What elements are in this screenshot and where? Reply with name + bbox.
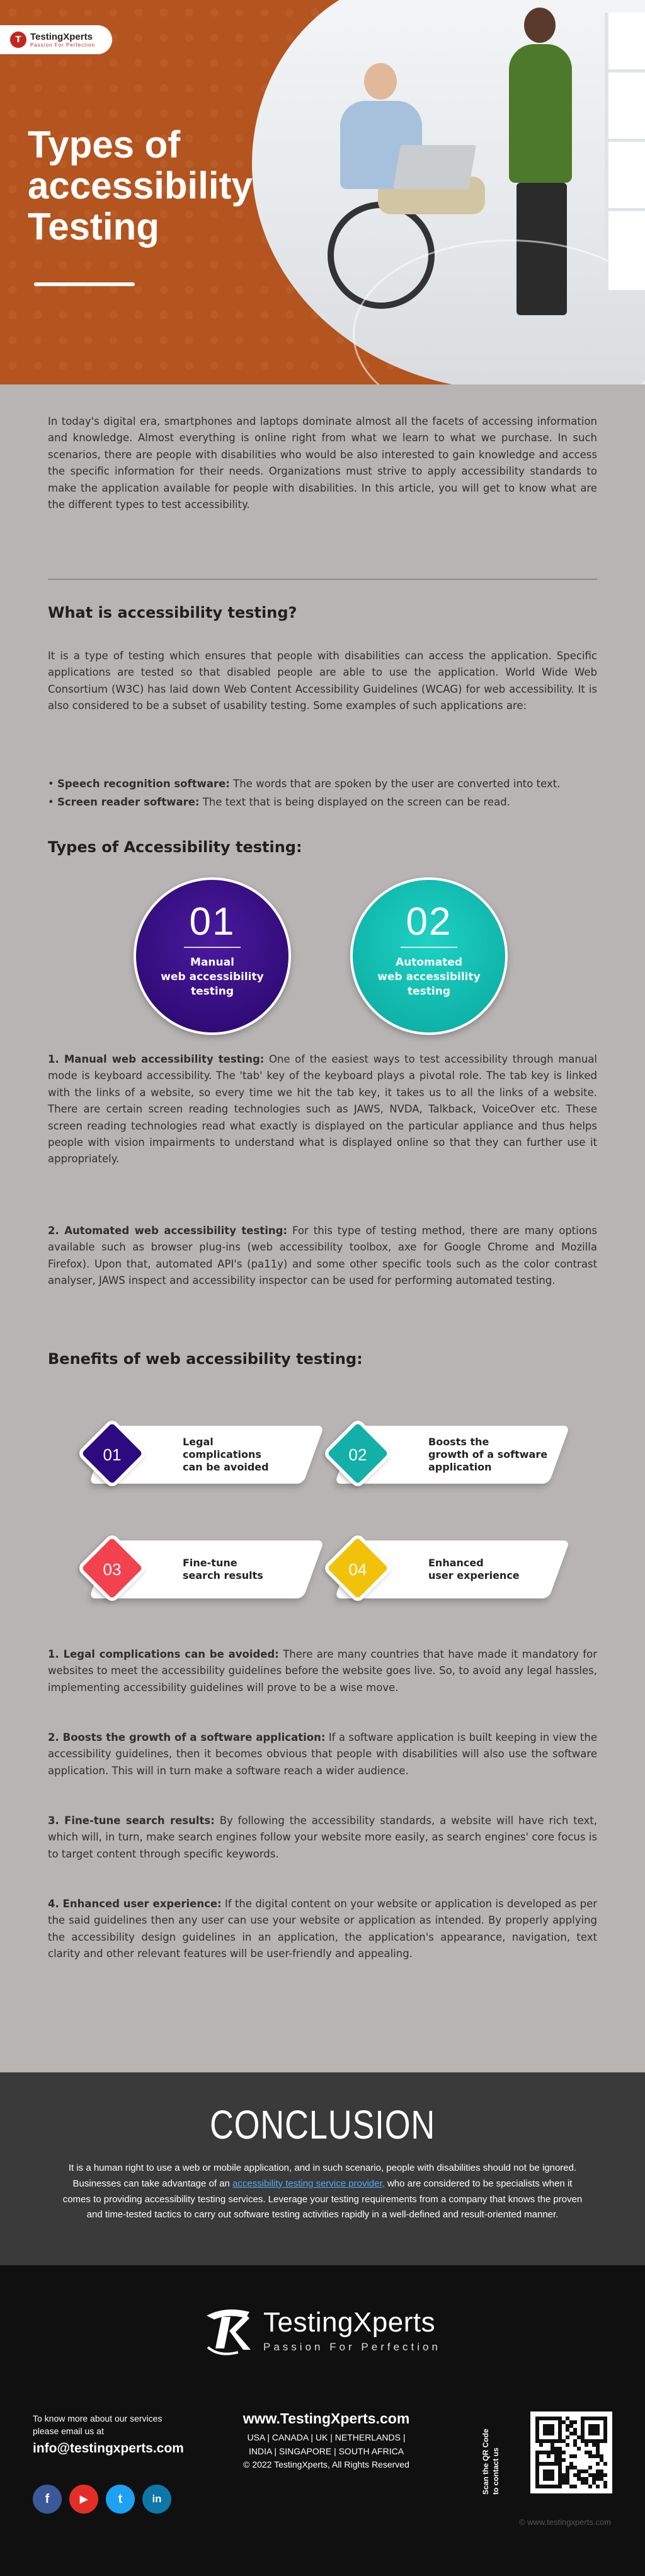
- what-is-heading: What is accessibility testing?: [48, 604, 297, 621]
- seated-man-head: [364, 63, 397, 100]
- bullet-list: [48, 777, 597, 811]
- type-label: Automated web accessibility testing: [377, 956, 481, 998]
- type-label: Manual web accessibility testing: [161, 956, 264, 998]
- qr-label: Scan the QR Code to contact us: [481, 2429, 500, 2495]
- footer-brand: TestingXperts: [263, 2307, 436, 2338]
- contact-block: To know more about our services please email us at info@testingxperts.com: [33, 2413, 184, 2456]
- linkedin-icon[interactable]: in: [142, 2485, 171, 2514]
- youtube-icon[interactable]: ▶: [69, 2485, 98, 2514]
- what-is-paragraph: It is a type of testing which ensures that people with disabilities can access the application. Specific applications are tested so that disabled people are able to use the application. World Wide Web Consortium (W3C) has laid down Web Content Accessibility Guidelines (WCAG) for web accessibility. It is also considered to be a subset of usability testing. Some examples of such applications are:: [48, 650, 597, 712]
- automated-testing-paragraph: 2. Automated web accessibility testing: For this type of testing method, there are many options available such as browser plug-ins (web accessibility toolbox, axe for Google Chrome and Mozilla Firefox). Upon that, automated API's (pa11y) and some other specific tools such as the color contrast analyser, JAWS inspect and accessibility inspector can be used for performing automated testing.: [48, 1225, 597, 1287]
- logo-mark-icon: T: [10, 32, 26, 48]
- social-links: [33, 2485, 171, 2514]
- bookshelf: [605, 13, 645, 290]
- brand-name: TestingXperts: [30, 32, 93, 42]
- intro-paragraph: In today's digital era, smartphones and laptops dominate almost all the facets of accessing information and knowledge. Almost everything is online right from what we learn to what we purchase. In such scenarios, there are people with disabilities who would be also interested to gain knowledge and access the specific information for their needs. Organizations must strive to apply accessibility standards to make the application available for people with disabilities. In this article, you will get to know what are the different types to test accessibility.: [48, 415, 597, 511]
- locations: USA | CANADA | UK | NETHERLANDS | INDIA | SINGAPORE | SOUTH AFRICA © 2022 TestingXperts, All Rights Reserved: [233, 2431, 420, 2472]
- service-provider-link[interactable]: accessibility testing service provider,: [232, 2178, 385, 2189]
- benefit-ux-paragraph: 4. Enhanced user experience: If the digital content on your website or application is developed as per the said guidelines then any user can use your website or application as intended. By properly applying the accessibility design guidelines in an application, the application's appearance, navigation, text clarity and other relevant features will be user-friendly and appealing.: [48, 1898, 597, 1960]
- benefit-legal-paragraph: 1. Legal complications can be avoided: There are many countries that have made it mandatory for websites to meet the accessibility guidelines before the website goes live. So, to avoid any legal hassles, implementing accessibility guidelines will prove to be a wise move.: [48, 1648, 597, 1694]
- conclusion-title: CONCLUSION: [209, 2102, 436, 2147]
- benefit-growth-paragraph: 2. Boosts the growth of a software application: If a software application is built keeping in view the accessibility guidelines, then it becomes obvious that people with disabilities will also use the software application. This will in turn make a software reach a wider audience.: [48, 1731, 597, 1777]
- benefit-card-search: 03 Fine-tune search results: [74, 1540, 316, 1598]
- section-divider: [48, 579, 597, 580]
- manual-testing-paragraph: 1. Manual web accessibility testing: One of the easiest ways to test accessibility through manual mode is keyboard accessibility. The 'tab' key of the keyboard plays a pivotal role. The tab key is linked with the links of a website, so every time we hit the tab key, it takes us to all the links of a website. There are certain screen reading technologies such as JAWS, NVDA, Talkback, VoiceOver etc. These screen reading technologies read what exactly is displayed on the particular appliance and thus helps people with vision impairments to understand what is displayed online so that they can further use it appropriately.: [48, 1053, 597, 1165]
- benefit-card-ux: 04 Enhanced user experience: [320, 1540, 562, 1598]
- benefit-card-growth: 02 Boosts the growth of a software application: [320, 1426, 562, 1484]
- list-item: • Screen reader software: The text that is being displayed on the screen can be read.: [48, 795, 510, 808]
- twitter-icon[interactable]: t: [106, 2485, 135, 2514]
- footer-logo[interactable]: [200, 2303, 441, 2357]
- logo-mark-icon: [200, 2303, 254, 2357]
- copyright: © 2022 TestingXperts, All Rights Reserved: [243, 2459, 409, 2470]
- qr-code[interactable]: [530, 2411, 612, 2493]
- list-item: • Speech recognition software: The words that are spoken by the user are converted into text.: [48, 778, 561, 790]
- standing-woman: [509, 44, 572, 183]
- qr-code-pattern: [535, 2417, 607, 2488]
- company-info: [233, 2410, 420, 2472]
- brand-tagline: Passion For Perfection: [30, 42, 95, 48]
- type-number: 02: [406, 900, 452, 944]
- type-circle-automated: [350, 877, 508, 1035]
- types-heading: Types of Accessibility testing:: [48, 838, 302, 856]
- benefit-card-legal: 01 Legal complications can be avoided: [74, 1426, 316, 1484]
- facebook-icon[interactable]: f: [33, 2485, 62, 2514]
- website-link[interactable]: www.TestingXperts.com: [243, 2410, 410, 2427]
- footer: [0, 2265, 645, 2576]
- contact-email[interactable]: info@testingxperts.com: [33, 2441, 184, 2456]
- conclusion-section: [0, 2072, 645, 2265]
- title-underline: [34, 282, 135, 286]
- brand-logo[interactable]: [0, 25, 112, 54]
- page-title: Types of accessibility Testing: [28, 124, 253, 248]
- benefit-search-paragraph: 3. Fine-tune search results: By following the accessibility standards, a website will have rich text, which will, in turn, make search engines follow your website more easily, as search engines' core focus is to target content through specific keywords.: [48, 1815, 597, 1860]
- laptop-icon: [393, 145, 476, 189]
- benefits-heading: Benefits of web accessibility testing:: [48, 1350, 363, 1368]
- footer-site-small: © www.testingxperts.com: [518, 2517, 611, 2527]
- type-circle-manual: [134, 877, 291, 1035]
- standing-woman-head: [524, 8, 556, 43]
- conclusion-text: It is a human right to use a web or mobile application, and in such scenario, people with disabilities should not be ignored. Businesses can take advantage of an accessibility testing service provider, who are considered to be specialists when it comes to providing accessibility testing services. Leverage your testing requirements from a company that knows the proven and time-tested tactics to carry out software testing activities rapidly in a well-defined and result-oriented manner.: [62, 2163, 583, 2221]
- hero-banner: [0, 0, 645, 384]
- footer-tagline: Passion For Perfection: [263, 2341, 441, 2353]
- type-number: 01: [189, 900, 236, 944]
